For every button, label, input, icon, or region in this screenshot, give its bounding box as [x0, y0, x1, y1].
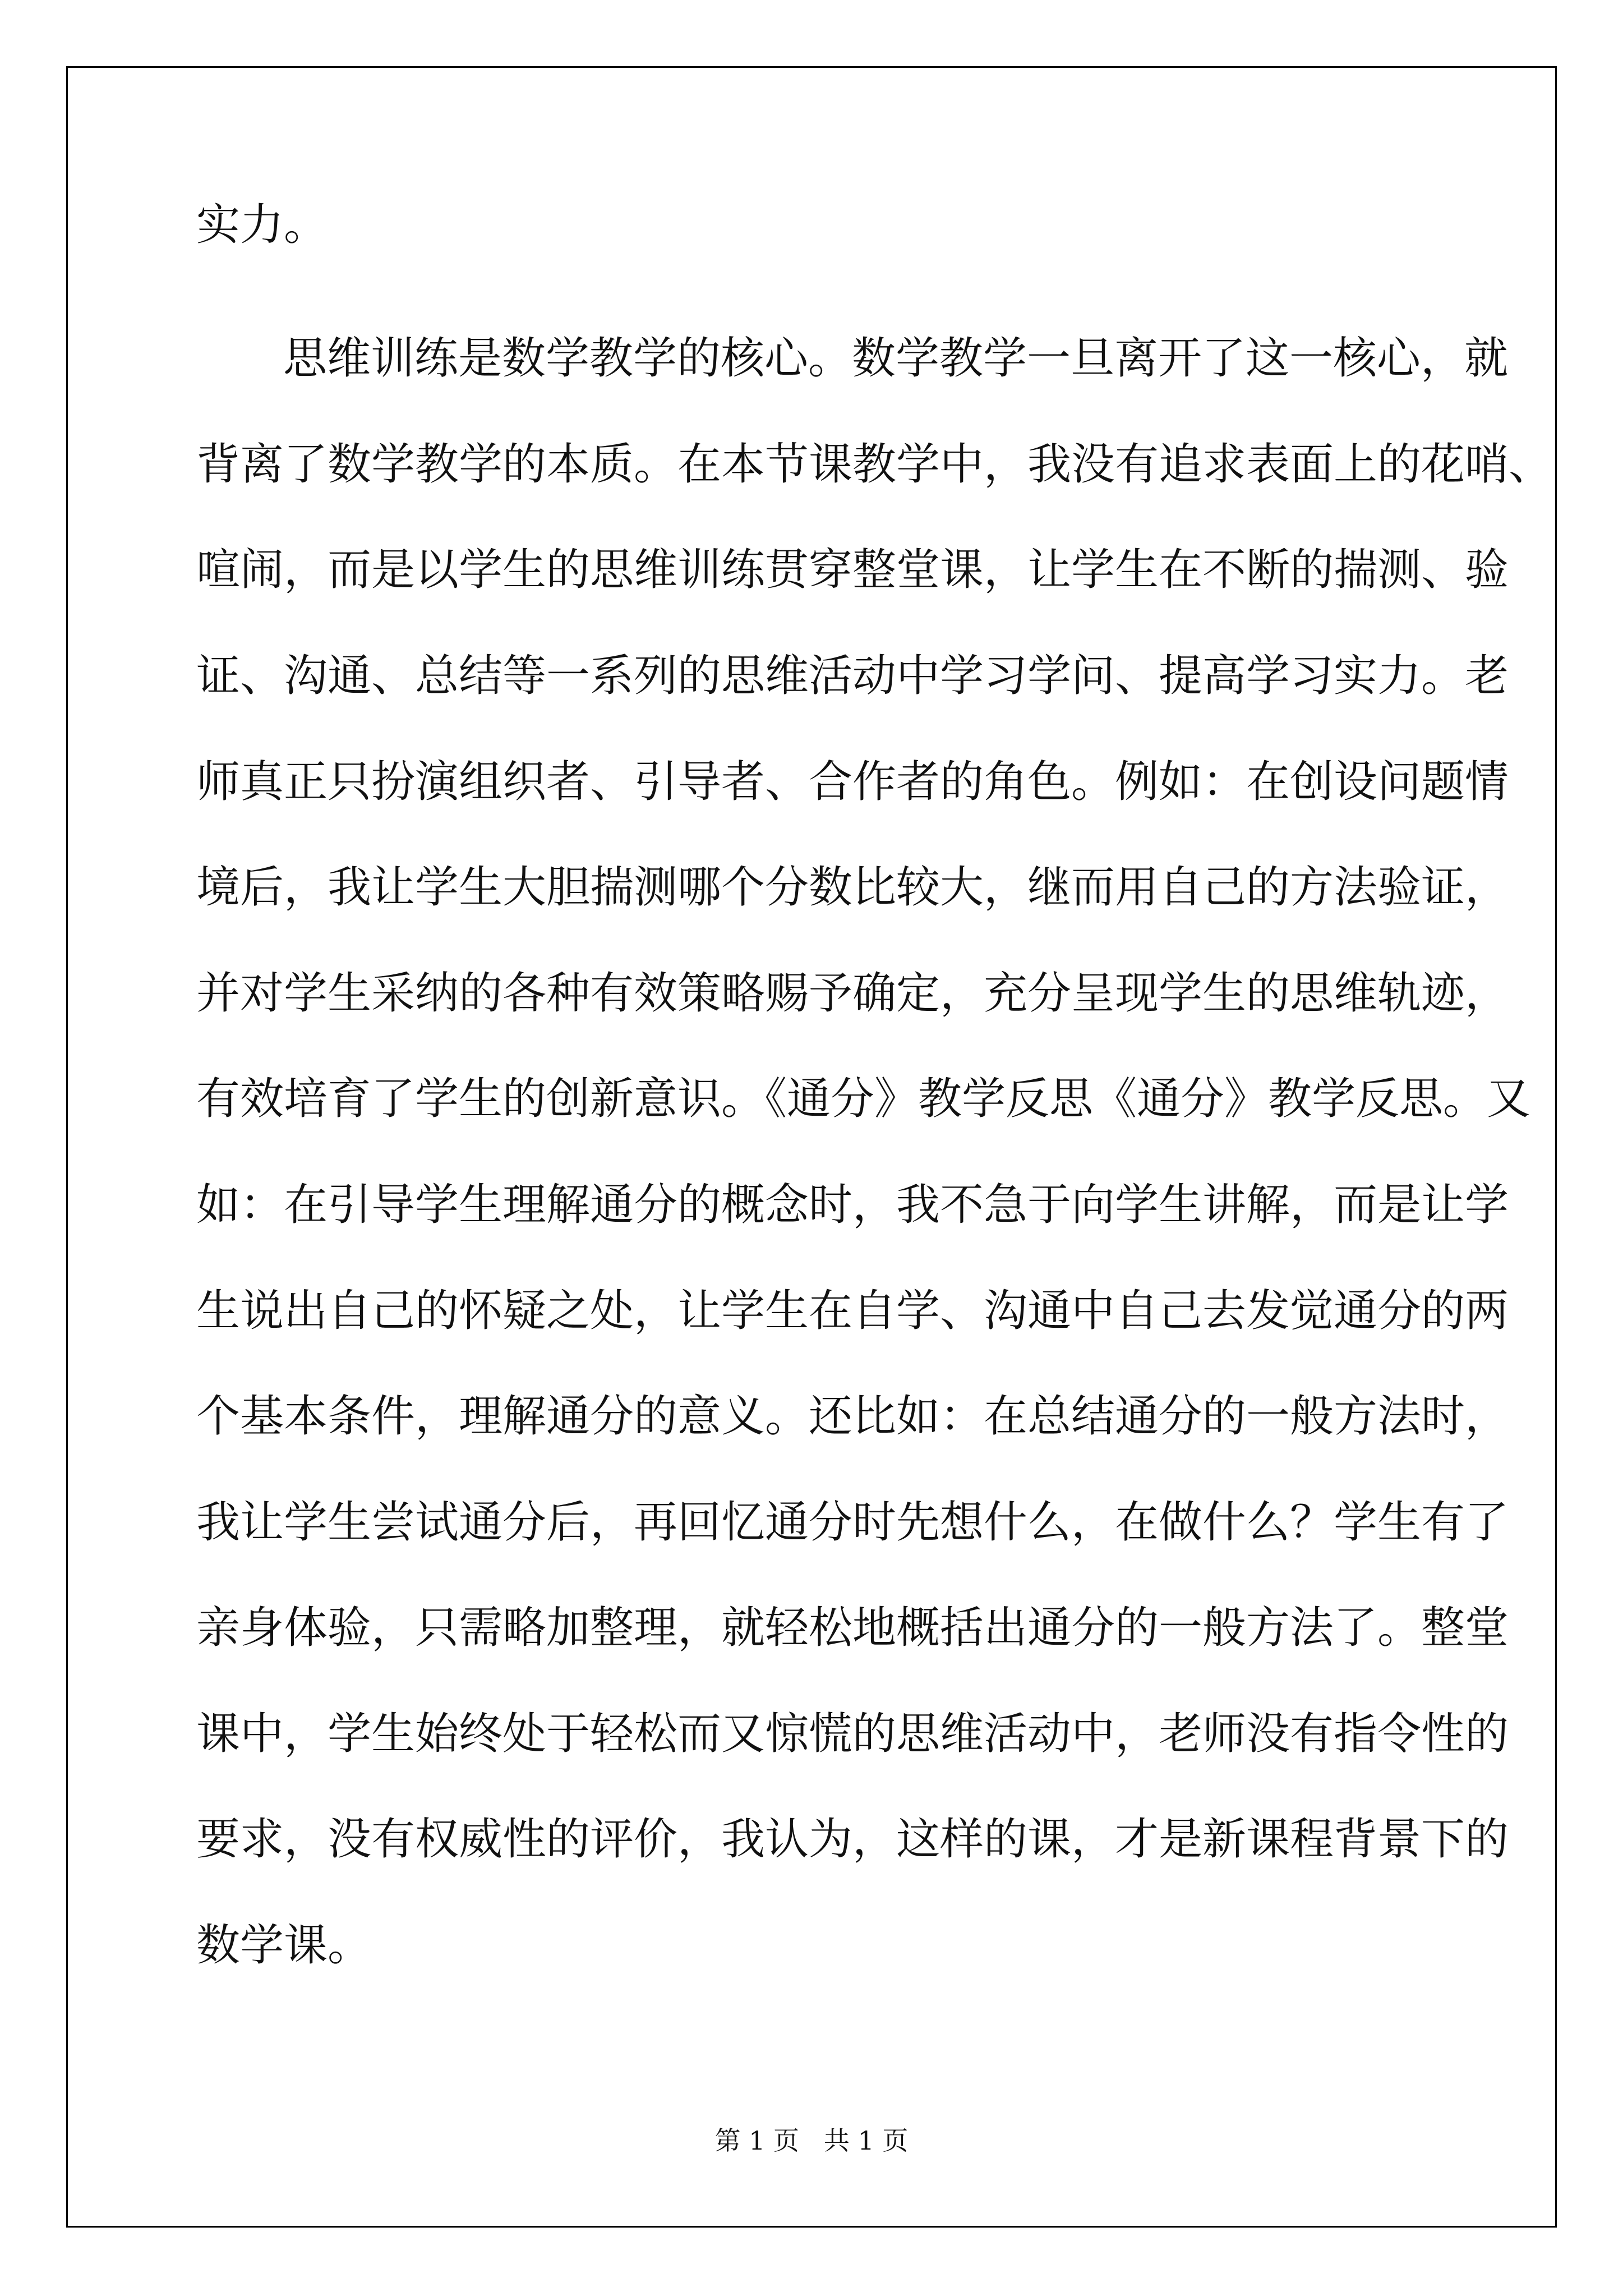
text-line: 我让学生尝试通分后，再回忆通分时先想什么，在做什么？学生有了 [196, 1497, 1509, 1548]
text-line: 课中，学生始终处于轻松而又惊慌的思维活动中，老师没有指令性的 [196, 1709, 1509, 1759]
text-line: 有效培育了学生的创新意识。《通分》教学反思《通分》教学反思。又 [196, 1074, 1531, 1124]
text-line: 师真正只扮演组织者、引导者、合作者的角色。例如：在创设问题情 [196, 757, 1509, 807]
text-line: 如：在引导学生理解通分的概念时，我不急于向学生讲解，而是让学 [196, 1180, 1509, 1230]
text-line: 要求，没有权威性的评价，我认为，这样的课，才是新课程背景下的 [196, 1814, 1509, 1865]
text-line: 喧闹，而是以学生的思维训练贯穿整堂课，让学生在不断的揣测、验 [196, 545, 1509, 595]
text-line: 亲身体验，只需略加整理，就轻松地概括出通分的一般方法了。整堂 [196, 1603, 1509, 1653]
text-line: 证、沟通、总结等一系列的思维活动中学习学问、提高学习实力。老 [196, 651, 1509, 701]
text-line: 实力。 [196, 200, 328, 250]
page-number-footer: 第 1 页 共 1 页 [714, 2125, 909, 2156]
paragraph-first-line: 思维训练是数学教学的核心。数学教学一旦离开了这一核心，就 [283, 333, 1509, 384]
text-line: 并对学生采纳的各种有效策略赐予确定，充分呈现学生的思维轨迹， [196, 968, 1509, 1019]
text-line: 生说出自己的怀疑之处，让学生在自学、沟通中自己去发觉通分的两 [196, 1286, 1509, 1336]
page-border [66, 66, 1557, 2228]
text-line: 境后，我让学生大胆揣测哪个分数比较大，继而用自己的方法验证， [196, 862, 1509, 913]
text-line: 背离了数学教学的本质。在本节课教学中，我没有追求表面上的花哨、 [196, 439, 1553, 490]
text-line: 数学课。 [196, 1920, 372, 1971]
text-line: 个基本条件，理解通分的意义。还比如：在总结通分的一般方法时， [196, 1391, 1509, 1442]
